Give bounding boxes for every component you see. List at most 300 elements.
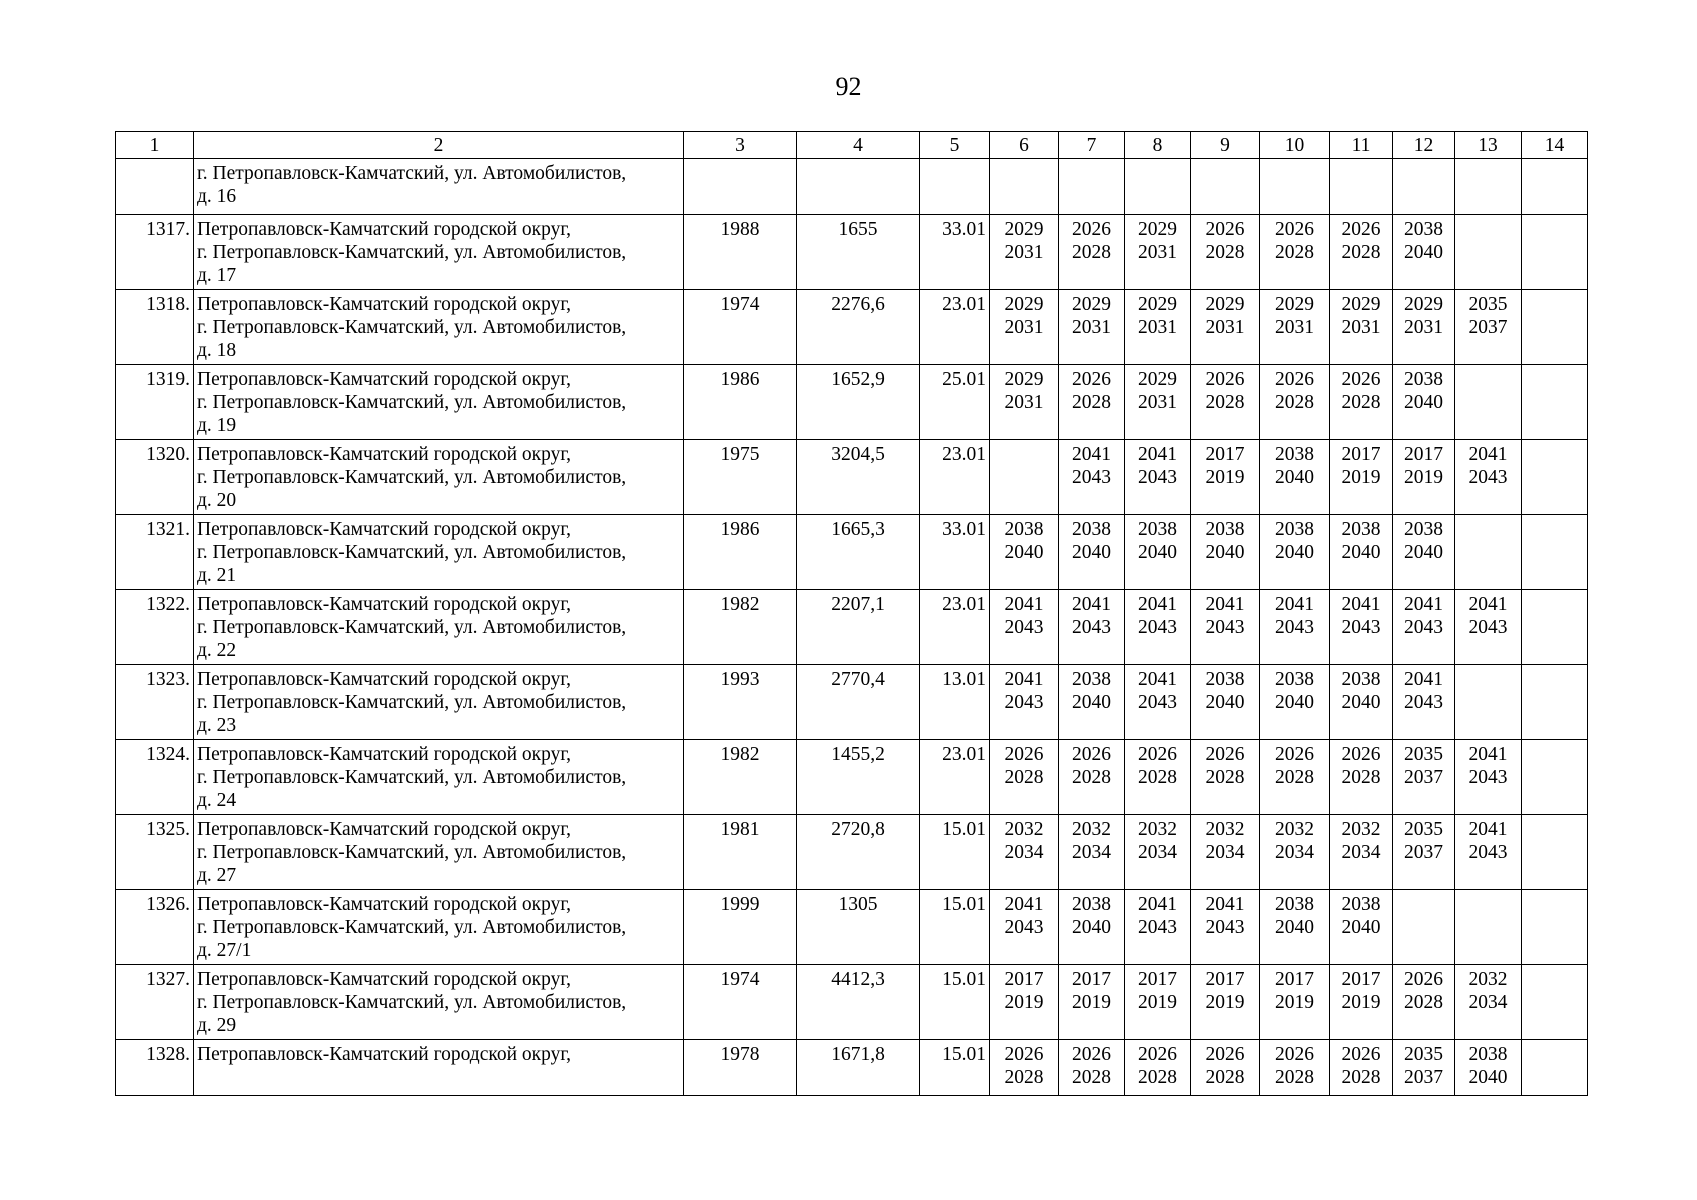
- total-area: 1655: [797, 215, 920, 290]
- repair-period-col-11: [1330, 290, 1393, 365]
- period-year: 2026: [1275, 219, 1314, 240]
- repair-period-col-7: [1059, 890, 1125, 965]
- repair-period-col-9: [1191, 1040, 1260, 1096]
- row-number: 1325.: [116, 815, 194, 890]
- repair-period-col-11: [1330, 440, 1393, 515]
- period-year: 2038: [1004, 519, 1044, 540]
- address-line: Петропавловск-Камчатский городской округ,: [197, 669, 572, 690]
- row-number: 1321.: [116, 515, 194, 590]
- column-header-4: 4: [797, 132, 920, 159]
- period-year: 2034: [1341, 842, 1381, 863]
- repair-period-col-10: [1260, 590, 1330, 665]
- repair-period-col-11: [1330, 665, 1393, 740]
- repair-period-col-13: [1455, 590, 1522, 665]
- period-year: 2041: [1205, 594, 1245, 615]
- commissioning-year: 1981: [684, 815, 797, 890]
- period-year: 2028: [1138, 1067, 1177, 1088]
- period-year: 2037: [1404, 842, 1443, 863]
- period-year: 2029: [1138, 294, 1177, 315]
- address-line: г. Петропавловск-Камчатский, ул. Автомобилистов,: [197, 767, 627, 788]
- period-year: 2028: [1341, 1067, 1381, 1088]
- period-year: 2041: [1004, 594, 1044, 615]
- period-year: 2017: [1341, 444, 1381, 465]
- period-year: 2028: [1341, 242, 1381, 263]
- total-area: 2276,6: [797, 290, 920, 365]
- period-year: 2038: [1468, 1044, 1508, 1065]
- repair-period-col-9: [1191, 590, 1260, 665]
- period-year: 2038: [1275, 894, 1314, 915]
- repair-period-col-9: [1191, 215, 1260, 290]
- repair-period-col-10: [1260, 740, 1330, 815]
- repair-period-col-9: [1191, 290, 1260, 365]
- period-year: 2031: [1004, 242, 1044, 263]
- period-year: 2031: [1341, 317, 1381, 338]
- address-line: г. Петропавловск-Камчатский, ул. Автомобилистов,: [197, 692, 627, 713]
- period-year: 2040: [1341, 542, 1381, 563]
- period-year: 2029: [1341, 294, 1381, 315]
- period-year: 2035: [1468, 294, 1508, 315]
- repair-period-col-14: [1522, 815, 1588, 890]
- row-number: 1318.: [116, 290, 194, 365]
- period-year: 2043: [1468, 467, 1508, 488]
- address-line: г. Петропавловск-Камчатский, ул. Автомобилистов,: [197, 467, 627, 488]
- address-line: г. Петропавловск-Камчатский, ул. Автомобилистов,: [197, 917, 627, 938]
- table-row: [116, 665, 1588, 740]
- period-year: 2043: [1138, 617, 1177, 638]
- period-year: 2029: [1138, 369, 1177, 390]
- total-area: 1671,8: [797, 1040, 920, 1096]
- page-number: 92: [835, 72, 862, 101]
- address-line: Петропавловск-Камчатский городской округ,: [197, 369, 572, 390]
- address-cell: [194, 365, 684, 440]
- column-header-6: 6: [990, 132, 1059, 159]
- period-year: 2028: [1341, 392, 1381, 413]
- address-line: г. Петропавловск-Камчатский, ул. Автомобилистов,: [197, 617, 627, 638]
- period-year: 2029: [1072, 294, 1111, 315]
- period-year: 2043: [1004, 692, 1044, 713]
- period-year: 2043: [1205, 617, 1245, 638]
- period-year: 2026: [1138, 744, 1177, 765]
- period-year: 2028: [1205, 767, 1245, 788]
- period-year: 2041: [1072, 444, 1111, 465]
- commissioning-year: 1982: [684, 590, 797, 665]
- commissioning-year: 1993: [684, 665, 797, 740]
- commissioning-year: 1988: [684, 215, 797, 290]
- period-year: 2040: [1468, 1067, 1508, 1088]
- period-year: 2026: [1205, 1044, 1245, 1065]
- repair-period-col-11: [1330, 365, 1393, 440]
- period-year: 2028: [1275, 767, 1314, 788]
- repair-period-col-14: [1522, 440, 1588, 515]
- repair-period-col-14: [1522, 740, 1588, 815]
- period-year: 2043: [1072, 617, 1111, 638]
- commissioning-year: 1974: [684, 965, 797, 1040]
- address-cell: [194, 440, 684, 515]
- address-cell: [194, 1040, 684, 1096]
- period-year: 2028: [1072, 767, 1111, 788]
- period-year: 2043: [1004, 917, 1044, 938]
- repair-period-col-12: [1393, 1040, 1455, 1096]
- period-year: 2040: [1072, 692, 1111, 713]
- period-year: 2017: [1138, 969, 1177, 990]
- period-year: 2028: [1205, 392, 1245, 413]
- header-row: [116, 132, 1588, 159]
- period-year: 2026: [1341, 1044, 1381, 1065]
- period-year: 2026: [1404, 969, 1443, 990]
- repair-period-col-6: [990, 740, 1059, 815]
- period-year: 2038: [1205, 519, 1245, 540]
- repair-period-col-8: [1125, 365, 1191, 440]
- repair-period-col-9: [1191, 965, 1260, 1040]
- column-header-7: 7: [1059, 132, 1125, 159]
- period-year: 2026: [1205, 369, 1245, 390]
- table-row: [116, 440, 1588, 515]
- period-year: 2040: [1275, 917, 1314, 938]
- period-year: 2040: [1072, 917, 1111, 938]
- total-area: [797, 159, 920, 215]
- repair-period-col-11: [1330, 965, 1393, 1040]
- period-year: 2028: [1275, 1067, 1314, 1088]
- period-year: 2038: [1275, 669, 1314, 690]
- address-line: д. 27: [197, 865, 237, 886]
- total-area: 4412,3: [797, 965, 920, 1040]
- table-row: [116, 1040, 1588, 1096]
- address-line: д. 21: [197, 565, 237, 586]
- repair-period-col-9: [1191, 440, 1260, 515]
- address-cell: [194, 159, 684, 215]
- repair-period-col-13: [1455, 515, 1522, 590]
- repair-period-col-12: [1393, 440, 1455, 515]
- period-year: 2034: [1138, 842, 1177, 863]
- address-line: г. Петропавловск-Камчатский, ул. Автомобилистов,: [197, 542, 627, 563]
- period-year: 2035: [1404, 819, 1443, 840]
- wall-material-code: 15.01: [920, 965, 990, 1040]
- period-year: 2038: [1138, 519, 1177, 540]
- column-header-14: 14: [1522, 132, 1588, 159]
- address-line: Петропавловск-Камчатский городской округ,: [197, 1044, 572, 1065]
- period-year: 2032: [1138, 819, 1177, 840]
- period-year: 2043: [1341, 617, 1381, 638]
- repair-period-col-6: [990, 815, 1059, 890]
- period-year: 2019: [1404, 467, 1443, 488]
- period-year: 2038: [1275, 519, 1314, 540]
- repair-period-col-10: [1260, 1040, 1330, 1096]
- period-year: 2040: [1072, 542, 1111, 563]
- repair-period-col-8: [1125, 740, 1191, 815]
- repair-period-col-6: [990, 515, 1059, 590]
- period-year: 2041: [1004, 894, 1044, 915]
- period-year: 2026: [1205, 219, 1245, 240]
- period-year: 2019: [1341, 992, 1381, 1013]
- period-year: 2038: [1275, 444, 1314, 465]
- repair-period-col-10: [1260, 290, 1330, 365]
- repair-period-col-10: [1260, 890, 1330, 965]
- repair-period-col-10: [1260, 365, 1330, 440]
- repair-period-col-12: [1393, 159, 1455, 215]
- period-year: 2019: [1004, 992, 1044, 1013]
- period-year: 2043: [1404, 692, 1443, 713]
- repair-period-col-8: [1125, 1040, 1191, 1096]
- repair-period-col-10: [1260, 440, 1330, 515]
- address-line: Петропавловск-Камчатский городской округ,: [197, 894, 572, 915]
- period-year: 2019: [1275, 992, 1314, 1013]
- wall-material-code: 15.01: [920, 815, 990, 890]
- repair-period-col-10: [1260, 515, 1330, 590]
- address-cell: [194, 665, 684, 740]
- table-row: [116, 515, 1588, 590]
- commissioning-year: 1986: [684, 515, 797, 590]
- repair-period-col-14: [1522, 665, 1588, 740]
- column-header-2: 2: [194, 132, 684, 159]
- repair-period-col-8: [1125, 515, 1191, 590]
- repair-period-col-11: [1330, 815, 1393, 890]
- period-year: 2026: [1072, 1044, 1111, 1065]
- table-row: [116, 590, 1588, 665]
- address-line: г. Петропавловск-Камчатский, ул. Автомобилистов,: [197, 992, 627, 1013]
- column-header-5: 5: [920, 132, 990, 159]
- period-year: 2031: [1138, 317, 1177, 338]
- repair-period-col-6: [990, 965, 1059, 1040]
- repair-period-col-14: [1522, 1040, 1588, 1096]
- total-area: 1455,2: [797, 740, 920, 815]
- period-year: 2043: [1138, 467, 1177, 488]
- period-year: 2041: [1468, 594, 1508, 615]
- address-cell: [194, 590, 684, 665]
- address-cell: [194, 515, 684, 590]
- wall-material-code: [920, 159, 990, 215]
- period-year: 2029: [1205, 294, 1245, 315]
- address-line: д. 18: [197, 340, 237, 361]
- repair-period-col-11: [1330, 890, 1393, 965]
- period-year: 2026: [1341, 219, 1381, 240]
- repair-period-col-8: [1125, 290, 1191, 365]
- period-year: 2029: [1138, 219, 1177, 240]
- repair-period-col-11: [1330, 515, 1393, 590]
- total-area: 2720,8: [797, 815, 920, 890]
- period-year: 2017: [1205, 444, 1245, 465]
- repair-period-col-10: [1260, 215, 1330, 290]
- period-year: 2038: [1404, 369, 1443, 390]
- column-header-3: 3: [684, 132, 797, 159]
- period-year: 2029: [1004, 219, 1044, 240]
- table-row: [116, 215, 1588, 290]
- period-year: 2032: [1275, 819, 1314, 840]
- column-header-10: 10: [1260, 132, 1330, 159]
- address-line: д. 22: [197, 640, 237, 661]
- commissioning-year: 1975: [684, 440, 797, 515]
- repair-period-col-13: [1455, 290, 1522, 365]
- column-header-11: 11: [1330, 132, 1393, 159]
- wall-material-code: 23.01: [920, 740, 990, 815]
- period-year: 2041: [1138, 669, 1177, 690]
- address-line: д. 17: [197, 265, 237, 286]
- period-year: 2029: [1275, 294, 1314, 315]
- row-number: [116, 159, 194, 215]
- address-cell: [194, 740, 684, 815]
- address-line: Петропавловск-Камчатский городской округ,: [197, 219, 572, 240]
- repair-period-col-10: [1260, 159, 1330, 215]
- repair-period-col-7: [1059, 815, 1125, 890]
- address-line: г. Петропавловск-Камчатский, ул. Автомобилистов,: [197, 242, 627, 263]
- repair-period-col-6: [990, 440, 1059, 515]
- period-year: 2040: [1004, 542, 1044, 563]
- period-year: 2041: [1404, 669, 1443, 690]
- period-year: 2040: [1205, 692, 1245, 713]
- period-year: 2028: [1404, 992, 1443, 1013]
- address-line: г. Петропавловск-Камчатский, ул. Автомобилистов,: [197, 392, 627, 413]
- period-year: 2043: [1205, 917, 1245, 938]
- period-year: 2026: [1275, 1044, 1314, 1065]
- repair-period-col-11: [1330, 1040, 1393, 1096]
- period-year: 2031: [1004, 317, 1044, 338]
- wall-material-code: 23.01: [920, 590, 990, 665]
- period-year: 2043: [1275, 617, 1314, 638]
- period-year: 2028: [1004, 767, 1044, 788]
- commissioning-year: 1974: [684, 290, 797, 365]
- repair-period-col-8: [1125, 815, 1191, 890]
- address-line: д. 16: [197, 186, 237, 207]
- repair-period-col-8: [1125, 215, 1191, 290]
- period-year: 2043: [1404, 617, 1443, 638]
- address-line: Петропавловск-Камчатский городской округ,: [197, 819, 572, 840]
- period-year: 2032: [1072, 819, 1111, 840]
- commissioning-year: 1978: [684, 1040, 797, 1096]
- period-year: 2017: [1004, 969, 1044, 990]
- period-year: 2041: [1072, 594, 1111, 615]
- period-year: 2043: [1138, 692, 1177, 713]
- period-year: 2026: [1138, 1044, 1177, 1065]
- period-year: 2034: [1468, 992, 1508, 1013]
- period-year: 2041: [1138, 444, 1177, 465]
- period-year: 2017: [1404, 444, 1443, 465]
- period-year: 2040: [1275, 467, 1314, 488]
- wall-material-code: 15.01: [920, 890, 990, 965]
- period-year: 2032: [1468, 969, 1508, 990]
- period-year: 2041: [1138, 894, 1177, 915]
- wall-material-code: 33.01: [920, 215, 990, 290]
- period-year: 2038: [1072, 669, 1111, 690]
- address-cell: [194, 290, 684, 365]
- period-year: 2034: [1205, 842, 1245, 863]
- total-area: 1652,9: [797, 365, 920, 440]
- period-year: 2017: [1205, 969, 1245, 990]
- address-cell: [194, 815, 684, 890]
- table-row: [116, 965, 1588, 1040]
- address-line: Петропавловск-Камчатский городской округ,: [197, 294, 572, 315]
- period-year: 2032: [1205, 819, 1245, 840]
- table-row: [116, 290, 1588, 365]
- table-row: [116, 159, 1588, 215]
- repair-period-col-6: [990, 890, 1059, 965]
- period-year: 2038: [1205, 669, 1245, 690]
- row-number: 1317.: [116, 215, 194, 290]
- repair-period-col-13: [1455, 740, 1522, 815]
- period-year: 2038: [1072, 894, 1111, 915]
- repair-period-col-9: [1191, 740, 1260, 815]
- period-year: 2031: [1138, 242, 1177, 263]
- period-year: 2040: [1138, 542, 1177, 563]
- period-year: 2041: [1004, 669, 1044, 690]
- row-number: 1319.: [116, 365, 194, 440]
- period-year: 2029: [1004, 369, 1044, 390]
- period-year: 2040: [1341, 917, 1381, 938]
- period-year: 2026: [1004, 1044, 1044, 1065]
- commissioning-year: 1986: [684, 365, 797, 440]
- repair-period-col-13: [1455, 159, 1522, 215]
- period-year: 2040: [1205, 542, 1245, 563]
- period-year: 2032: [1004, 819, 1044, 840]
- total-area: 1665,3: [797, 515, 920, 590]
- repair-period-col-13: [1455, 965, 1522, 1040]
- period-year: 2038: [1341, 669, 1381, 690]
- period-year: 2028: [1205, 242, 1245, 263]
- period-year: 2028: [1072, 392, 1111, 413]
- table-row: [116, 815, 1588, 890]
- row-number: 1327.: [116, 965, 194, 1040]
- period-year: 2041: [1404, 594, 1443, 615]
- period-year: 2041: [1205, 894, 1245, 915]
- housing-registry-table: [115, 131, 1588, 1096]
- repair-period-col-8: [1125, 159, 1191, 215]
- repair-period-col-8: [1125, 665, 1191, 740]
- repair-period-col-11: [1330, 740, 1393, 815]
- commissioning-year: [684, 159, 797, 215]
- repair-period-col-14: [1522, 890, 1588, 965]
- period-year: 2026: [1205, 744, 1245, 765]
- period-year: 2028: [1275, 392, 1314, 413]
- total-area: 2207,1: [797, 590, 920, 665]
- address-line: Петропавловск-Камчатский городской округ,: [197, 444, 572, 465]
- address-line: д. 23: [197, 715, 237, 736]
- period-year: 2028: [1004, 1067, 1044, 1088]
- period-year: 2038: [1404, 519, 1443, 540]
- repair-period-col-13: [1455, 365, 1522, 440]
- period-year: 2031: [1404, 317, 1443, 338]
- repair-period-col-12: [1393, 290, 1455, 365]
- period-year: 2031: [1004, 392, 1044, 413]
- period-year: 2026: [1275, 369, 1314, 390]
- period-year: 2041: [1275, 594, 1314, 615]
- wall-material-code: 15.01: [920, 1040, 990, 1096]
- repair-period-col-13: [1455, 215, 1522, 290]
- period-year: 2028: [1341, 767, 1381, 788]
- period-year: 2034: [1072, 842, 1111, 863]
- repair-period-col-7: [1059, 965, 1125, 1040]
- repair-period-col-6: [990, 290, 1059, 365]
- period-year: 2043: [1138, 917, 1177, 938]
- column-header-1: 1: [116, 132, 194, 159]
- repair-period-col-13: [1455, 890, 1522, 965]
- address-line: д. 24: [197, 790, 237, 811]
- repair-period-col-7: [1059, 290, 1125, 365]
- period-year: 2041: [1341, 594, 1381, 615]
- period-year: 2026: [1072, 369, 1111, 390]
- table-row: [116, 365, 1588, 440]
- repair-period-col-13: [1455, 815, 1522, 890]
- table-row: [116, 740, 1588, 815]
- period-year: 2019: [1341, 467, 1381, 488]
- repair-period-col-7: [1059, 665, 1125, 740]
- period-year: 2035: [1404, 744, 1443, 765]
- address-cell: [194, 890, 684, 965]
- period-year: 2028: [1275, 242, 1314, 263]
- repair-period-col-14: [1522, 159, 1588, 215]
- period-year: 2032: [1341, 819, 1381, 840]
- period-year: 2038: [1341, 894, 1381, 915]
- period-year: 2026: [1341, 744, 1381, 765]
- period-year: 2038: [1341, 519, 1381, 540]
- address-line: г. Петропавловск-Камчатский, ул. Автомобилистов,: [197, 163, 627, 184]
